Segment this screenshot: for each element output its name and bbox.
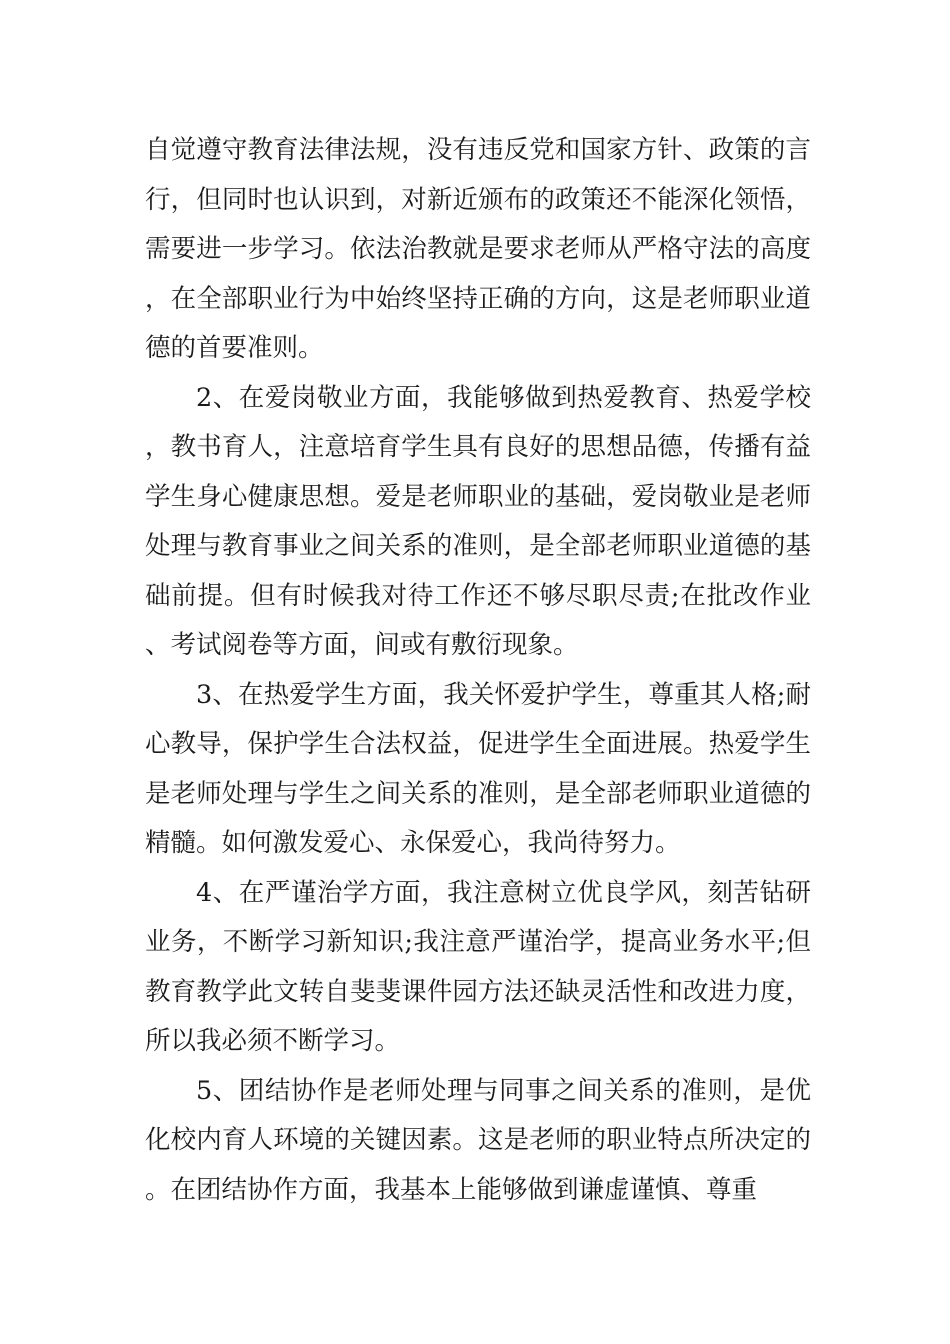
paragraph-4: 4、在严谨治学方面，我注意树立优良学风，刻苦钻研业务，不断学习新知识;我注意严谨治学，提高业务水平;但教育教学此文转自斐斐课件园方法还缺灵活性和改进力度，所以我必须不断学习。	[145, 877, 811, 1056]
paragraph-1: 自觉遵守教育法律法规，没有违反党和国家方针、政策的言行，但同时也认识到，对新近颁布的政策还不能深化领悟，需要进一步学习。依法治教就是要求老师从严格守法的高度，在全部职业行为中始终坚持正确的方向，这是老师职业道德的首要准则。	[145, 135, 811, 363]
paragraph-2: 2、在爱岗敬业方面，我能够做到热爱教育、热爱学校，教书育人，注意培育学生具有良好的思想品德，传播有益学生身心健康思想。爱是老师职业的基础，爱岗敬业是老师处理与教育事业之间关系的准则，是全部老师职业道德的基础前提。但有时候我对待工作还不够尽职尽责;在批改作业、考试阅卷等方面，间或有敷衍现象。	[145, 382, 811, 660]
document-body	[145, 126, 811, 1215]
paragraph-5: 5、团结协作是老师处理与同事之间关系的准则，是优化校内育人环境的关键因素。这是老师的职业特点所决定的。在团结协作方面，我基本上能够做到谦虚谨慎、尊重	[145, 1075, 811, 1205]
paragraph-3: 3、在热爱学生方面，我关怀爱护学生，尊重其人格;耐心教导，保护学生合法权益，促进学生全面进展。热爱学生是老师处理与学生之间关系的准则，是全部老师职业道德的精髓。如何激发爱心、永保爱心，我尚待努力。	[145, 679, 811, 858]
